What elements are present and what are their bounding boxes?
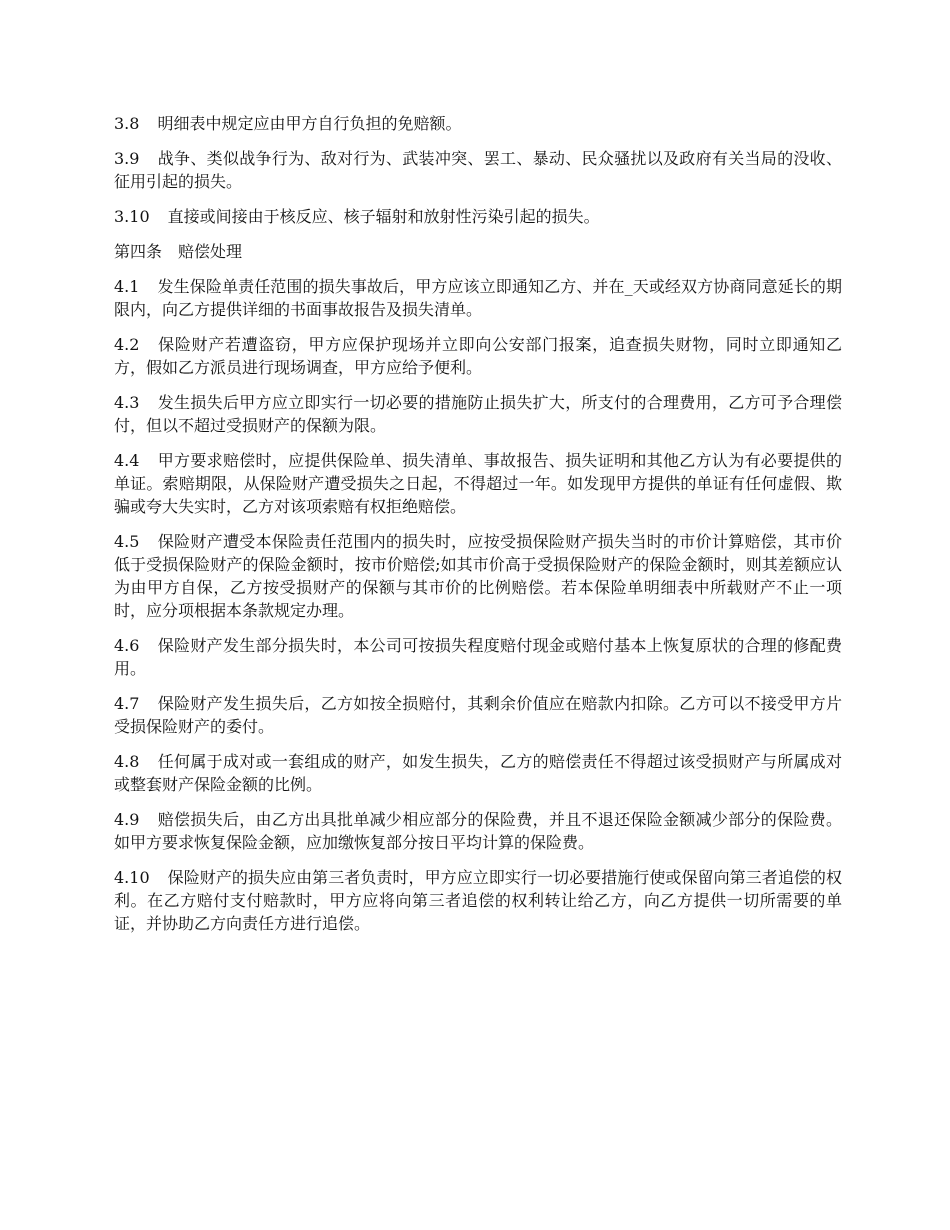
clause-4-4 [114, 449, 842, 518]
document-body [114, 112, 842, 947]
clause-text: 保险财产若遭盗窃，甲方应保护现场并立即向公安部门报案，追查损失财物，同时立即通知乙方，假如乙方派员进行现场调查，甲方应给予便利。 [114, 335, 842, 377]
clause-number: 4.10 [114, 868, 150, 887]
clause-number: 4.5 [114, 532, 140, 551]
clause-number: 4.4 [114, 451, 140, 470]
clause-number: 4.7 [114, 694, 140, 713]
clause-number: 4.1 [114, 277, 140, 296]
clause-number: 3.8 [114, 114, 140, 133]
clause-number: 4.9 [114, 810, 140, 829]
section-heading-text: 第四条 赔偿处理 [114, 242, 243, 261]
clause-4-9 [114, 808, 842, 854]
clause-text: 甲方要求赔偿时，应提供保险单、损失清单、事故报告、损失证明和其他乙方认为有必要提供的单证。索赔期限，从保险财产遭受损失之日起，不得超过一年。如发现甲方提供的单证有任何虚假、欺骗或夸大失实时，乙方对该项索赔有权拒绝赔偿。 [114, 451, 842, 516]
clause-number: 4.2 [114, 335, 140, 354]
clause-4-7 [114, 692, 842, 738]
clause-4-1 [114, 275, 842, 321]
clause-number: 4.8 [114, 752, 140, 771]
clause-4-10 [114, 866, 842, 935]
clause-text: 战争、类似战争行为、敌对行为、武装冲突、罢工、暴动、民众骚扰以及政府有关当局的没收、征用引起的损失。 [114, 149, 842, 191]
clause-3-8 [114, 112, 842, 135]
clause-text: 保险财产发生损失后，乙方如按全损赔付，其剩余价值应在赔款内扣除。乙方可以不接受甲方片受损保险财产的委付。 [114, 694, 842, 736]
clause-4-3 [114, 391, 842, 437]
clause-text: 保险财产的损失应由第三者负责时，甲方应立即实行一切必要措施行使或保留向第三者追偿的权利。在乙方赔付支付赔款时，甲方应将向第三者追偿的权利转让给乙方，向乙方提供一切所需要的单证，并协助乙方向责任方进行追偿。 [114, 868, 842, 933]
clause-text: 发生保险单责任范围的损失事故后，甲方应该立即通知乙方、并在_天或经双方协商同意延长的期限内，向乙方提供详细的书面事故报告及损失清单。 [114, 277, 842, 319]
clause-3-9 [114, 147, 842, 193]
clause-3-10 [114, 205, 842, 228]
clause-4-8 [114, 750, 842, 796]
clause-text: 任何属于成对或一套组成的财产，如发生损失，乙方的赔偿责任不得超过该受损财产与所属成对或整套财产保险金额的比例。 [114, 752, 842, 794]
clause-4-5 [114, 530, 842, 622]
clause-number: 4.3 [114, 393, 140, 412]
clause-number: 4.6 [114, 636, 140, 655]
clause-number: 3.9 [114, 149, 140, 168]
clause-number: 3.10 [114, 207, 150, 226]
clause-4-6 [114, 634, 842, 680]
clause-4-2 [114, 333, 842, 379]
clause-text: 保险财产遭受本保险责任范围内的损失时，应按受损保险财产损失当时的市价计算赔偿，其市价低于受损保险财产的保险金额时，按市价赔偿;如其市价高于受损保险财产的保险金额时，则其差额应认为由甲方自保，乙方按受损财产的保额与其市价的比例赔偿。若本保险单明细表中所载财产不止一项时，应分项根据本条款规定办理。 [114, 532, 842, 620]
clause-text: 保险财产发生部分损失时，本公司可按损失程度赔付现金或赔付基本上恢复原状的合理的修配费用。 [114, 636, 842, 678]
clause-text: 明细表中规定应由甲方自行负担的免赔额。 [157, 114, 462, 133]
section-heading [114, 240, 842, 263]
clause-text: 发生损失后甲方应立即实行一切必要的措施防止损失扩大，所支付的合理费用，乙方可予合理偿付，但以不超过受损财产的保额为限。 [114, 393, 842, 435]
clause-text: 直接或间接由于核反应、核子辐射和放射性污染引起的损失。 [167, 207, 600, 226]
clause-text: 赔偿损失后，由乙方出具批单减少相应部分的保险费，并且不退还保险金额减少部分的保险费。如甲方要求恢复保险金额，应加缴恢复部分按日平均计算的保险费。 [114, 810, 842, 852]
